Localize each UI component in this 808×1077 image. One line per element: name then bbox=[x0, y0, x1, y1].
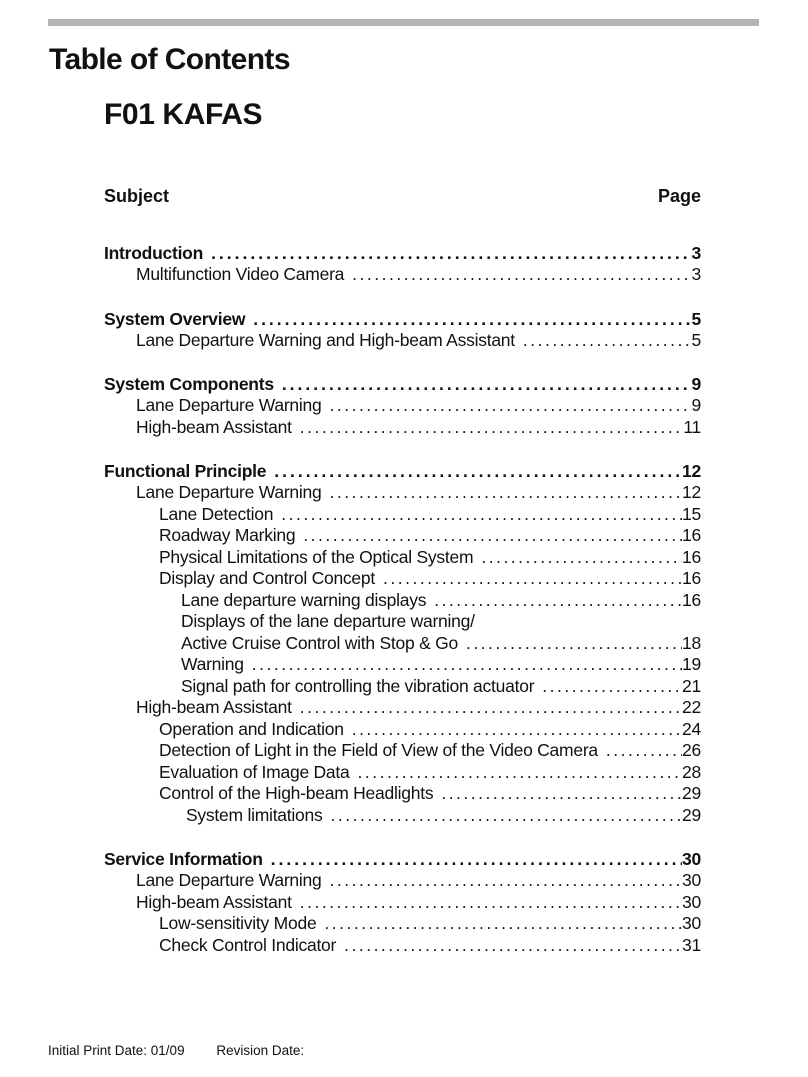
toc-entry-title: Warning bbox=[181, 654, 244, 674]
toc-entry-page: 30 bbox=[682, 913, 701, 933]
toc-entry[interactable] bbox=[104, 676, 701, 698]
toc-entry-title: Lane Departure Warning bbox=[136, 870, 322, 890]
toc-section-entry[interactable] bbox=[104, 308, 701, 330]
toc-entry-title: Multifunction Video Camera bbox=[136, 264, 345, 284]
toc-entry-page: 24 bbox=[682, 718, 701, 739]
dot-leader bbox=[300, 697, 682, 719]
toc-entry-title: Signal path for controlling the vibration actuator bbox=[181, 675, 535, 696]
toc-entry[interactable] bbox=[104, 892, 701, 914]
toc-entry[interactable] bbox=[104, 504, 701, 526]
toc-entry-page: 12 bbox=[682, 461, 701, 481]
toc-entry-page: 3 bbox=[691, 264, 701, 284]
dot-leader bbox=[253, 308, 691, 330]
toc-entry-title: Display and Control Concept bbox=[159, 568, 376, 588]
toc-entry-title: High-beam Assistant bbox=[136, 697, 292, 717]
toc-entry-page: 16 bbox=[682, 589, 701, 610]
dot-leader bbox=[434, 590, 682, 612]
toc-entry[interactable] bbox=[104, 547, 701, 569]
toc-entry[interactable] bbox=[104, 870, 701, 892]
toc-entry[interactable] bbox=[104, 783, 701, 805]
toc-entry-title: Lane Departure Warning bbox=[136, 482, 322, 502]
toc-entry-page: 12 bbox=[682, 482, 701, 502]
toc-entry-title: Introduction bbox=[104, 243, 204, 263]
toc-entry-page: 18 bbox=[682, 632, 701, 653]
toc-entry-page: 29 bbox=[682, 804, 701, 825]
toc-entry-title: Roadway Marking bbox=[159, 525, 296, 545]
page-column-header: Page bbox=[657, 186, 701, 206]
toc-entry-title: Functional Principle bbox=[104, 461, 267, 481]
dot-leader bbox=[324, 913, 682, 935]
revision-date: Revision Date: bbox=[216, 1043, 305, 1058]
toc-entry[interactable] bbox=[104, 913, 701, 935]
toc-entry-page: 9 bbox=[691, 395, 701, 415]
toc-entry[interactable] bbox=[104, 935, 701, 957]
section-gap bbox=[104, 351, 701, 373]
toc-entry-title: Physical Limitations of the Optical System bbox=[159, 546, 474, 567]
toc-entry-page: 16 bbox=[682, 525, 701, 545]
toc-entry-title: Active Cruise Control with Stop & Go bbox=[181, 632, 458, 653]
toc-entry[interactable] bbox=[104, 719, 701, 741]
toc-entry-title: Evaluation of Image Data bbox=[159, 761, 350, 782]
toc-entry-title: Low-sensitivity Mode bbox=[159, 913, 317, 933]
dot-leader bbox=[606, 740, 682, 762]
toc-section-entry[interactable] bbox=[104, 373, 701, 395]
toc-entry[interactable] bbox=[104, 482, 701, 504]
dot-leader bbox=[481, 547, 682, 569]
toc-entry[interactable] bbox=[104, 395, 701, 417]
toc-entry-title: Lane Departure Warning and High-beam Assistant bbox=[136, 329, 515, 350]
dot-leader bbox=[252, 654, 682, 676]
toc-entry[interactable] bbox=[104, 590, 701, 612]
toc-entry-title: Operation and Indication bbox=[159, 718, 344, 739]
toc-entry-page: 9 bbox=[691, 374, 701, 394]
toc-entry-page: 16 bbox=[682, 546, 701, 567]
toc-entry-title: Check Control Indicator bbox=[159, 934, 337, 955]
toc-entry-page: 30 bbox=[682, 849, 701, 869]
dot-leader bbox=[523, 330, 692, 352]
dot-leader bbox=[441, 783, 682, 805]
toc-entry-title: Lane Detection bbox=[159, 503, 274, 524]
dot-leader bbox=[466, 633, 682, 655]
dot-leader bbox=[300, 892, 682, 914]
toc-entry-page: 5 bbox=[691, 308, 701, 329]
toc-entry[interactable] bbox=[104, 654, 701, 676]
toc-entry-page: 22 bbox=[682, 697, 701, 717]
subject-column-header: Subject bbox=[104, 186, 170, 206]
toc-entry[interactable] bbox=[104, 611, 701, 633]
print-date: Initial Print Date: 01/09 bbox=[48, 1043, 185, 1058]
toc-entry-title: Detection of Light in the Field of View of the Video Camera bbox=[159, 740, 598, 760]
toc-entry[interactable] bbox=[104, 330, 701, 352]
dot-leader bbox=[331, 805, 683, 827]
toc-entry-title: High-beam Assistant bbox=[136, 416, 292, 437]
toc-entry-page: 16 bbox=[682, 568, 701, 588]
toc-entry-page: 5 bbox=[691, 329, 701, 350]
toc-entry-page: 21 bbox=[682, 675, 701, 696]
section-gap bbox=[104, 438, 701, 460]
toc-entry-title: System limitations bbox=[186, 804, 323, 825]
toc-entry-page: 28 bbox=[682, 761, 701, 782]
toc-entry[interactable] bbox=[104, 762, 701, 784]
header-rule bbox=[48, 19, 759, 26]
toc-section-entry[interactable] bbox=[104, 848, 701, 870]
toc-entry[interactable] bbox=[104, 697, 701, 719]
dot-leader bbox=[383, 568, 682, 590]
dot-leader bbox=[271, 848, 682, 870]
toc-entry-page: 29 bbox=[682, 783, 701, 803]
toc-entry[interactable] bbox=[104, 805, 701, 827]
dot-leader bbox=[352, 264, 691, 286]
toc-entry-title: System Overview bbox=[104, 308, 246, 329]
toc-entry-title: Lane departure warning displays bbox=[181, 589, 427, 610]
section-gap bbox=[104, 826, 701, 848]
toc-section-entry[interactable] bbox=[104, 242, 701, 264]
dot-leader bbox=[358, 762, 683, 784]
dot-leader bbox=[274, 460, 682, 482]
dot-leader bbox=[300, 417, 684, 439]
dot-leader bbox=[211, 242, 691, 264]
section-gap bbox=[104, 286, 701, 308]
toc-entry-page: 11 bbox=[683, 416, 701, 437]
page-footer bbox=[48, 1043, 332, 1058]
dot-leader bbox=[344, 935, 682, 957]
toc-entry-title: System Components bbox=[104, 374, 274, 394]
toc-entry-page: 3 bbox=[691, 243, 701, 263]
toc-entry[interactable] bbox=[104, 264, 701, 286]
toc-entry-page: 31 bbox=[682, 934, 701, 955]
toc-entry-page: 19 bbox=[682, 654, 701, 674]
dot-leader bbox=[281, 504, 682, 526]
toc-entry-title: Service Information bbox=[104, 849, 263, 869]
toc-entry[interactable] bbox=[104, 568, 701, 590]
toc-entry-title: Control of the High-beam Headlights bbox=[159, 783, 434, 803]
dot-leader bbox=[330, 395, 692, 417]
document-subtitle: F01 KAFAS bbox=[104, 98, 263, 131]
dot-leader bbox=[330, 482, 683, 504]
toc-entry-title: Displays of the lane departure warning/ bbox=[181, 611, 475, 631]
toc-entry-title: Lane Departure Warning bbox=[136, 395, 322, 415]
dot-leader bbox=[303, 525, 682, 547]
dot-leader bbox=[282, 373, 692, 395]
toc-entry[interactable] bbox=[104, 417, 701, 439]
toc-entry[interactable] bbox=[104, 633, 701, 655]
toc-section-entry[interactable] bbox=[104, 460, 701, 482]
toc-entry[interactable] bbox=[104, 740, 701, 762]
toc-entry[interactable] bbox=[104, 525, 701, 547]
toc-entry-page: 30 bbox=[682, 891, 701, 912]
toc-entry-page: 15 bbox=[682, 503, 701, 524]
toc-entry-page: 30 bbox=[682, 870, 701, 890]
dot-leader bbox=[330, 870, 683, 892]
toc-entry-page: 26 bbox=[682, 740, 701, 760]
toc-entry-title: High-beam Assistant bbox=[136, 891, 292, 912]
table-of-contents bbox=[104, 242, 701, 956]
page-title: Table of Contents bbox=[49, 43, 290, 76]
dot-leader bbox=[542, 676, 682, 698]
dot-leader bbox=[352, 719, 682, 741]
